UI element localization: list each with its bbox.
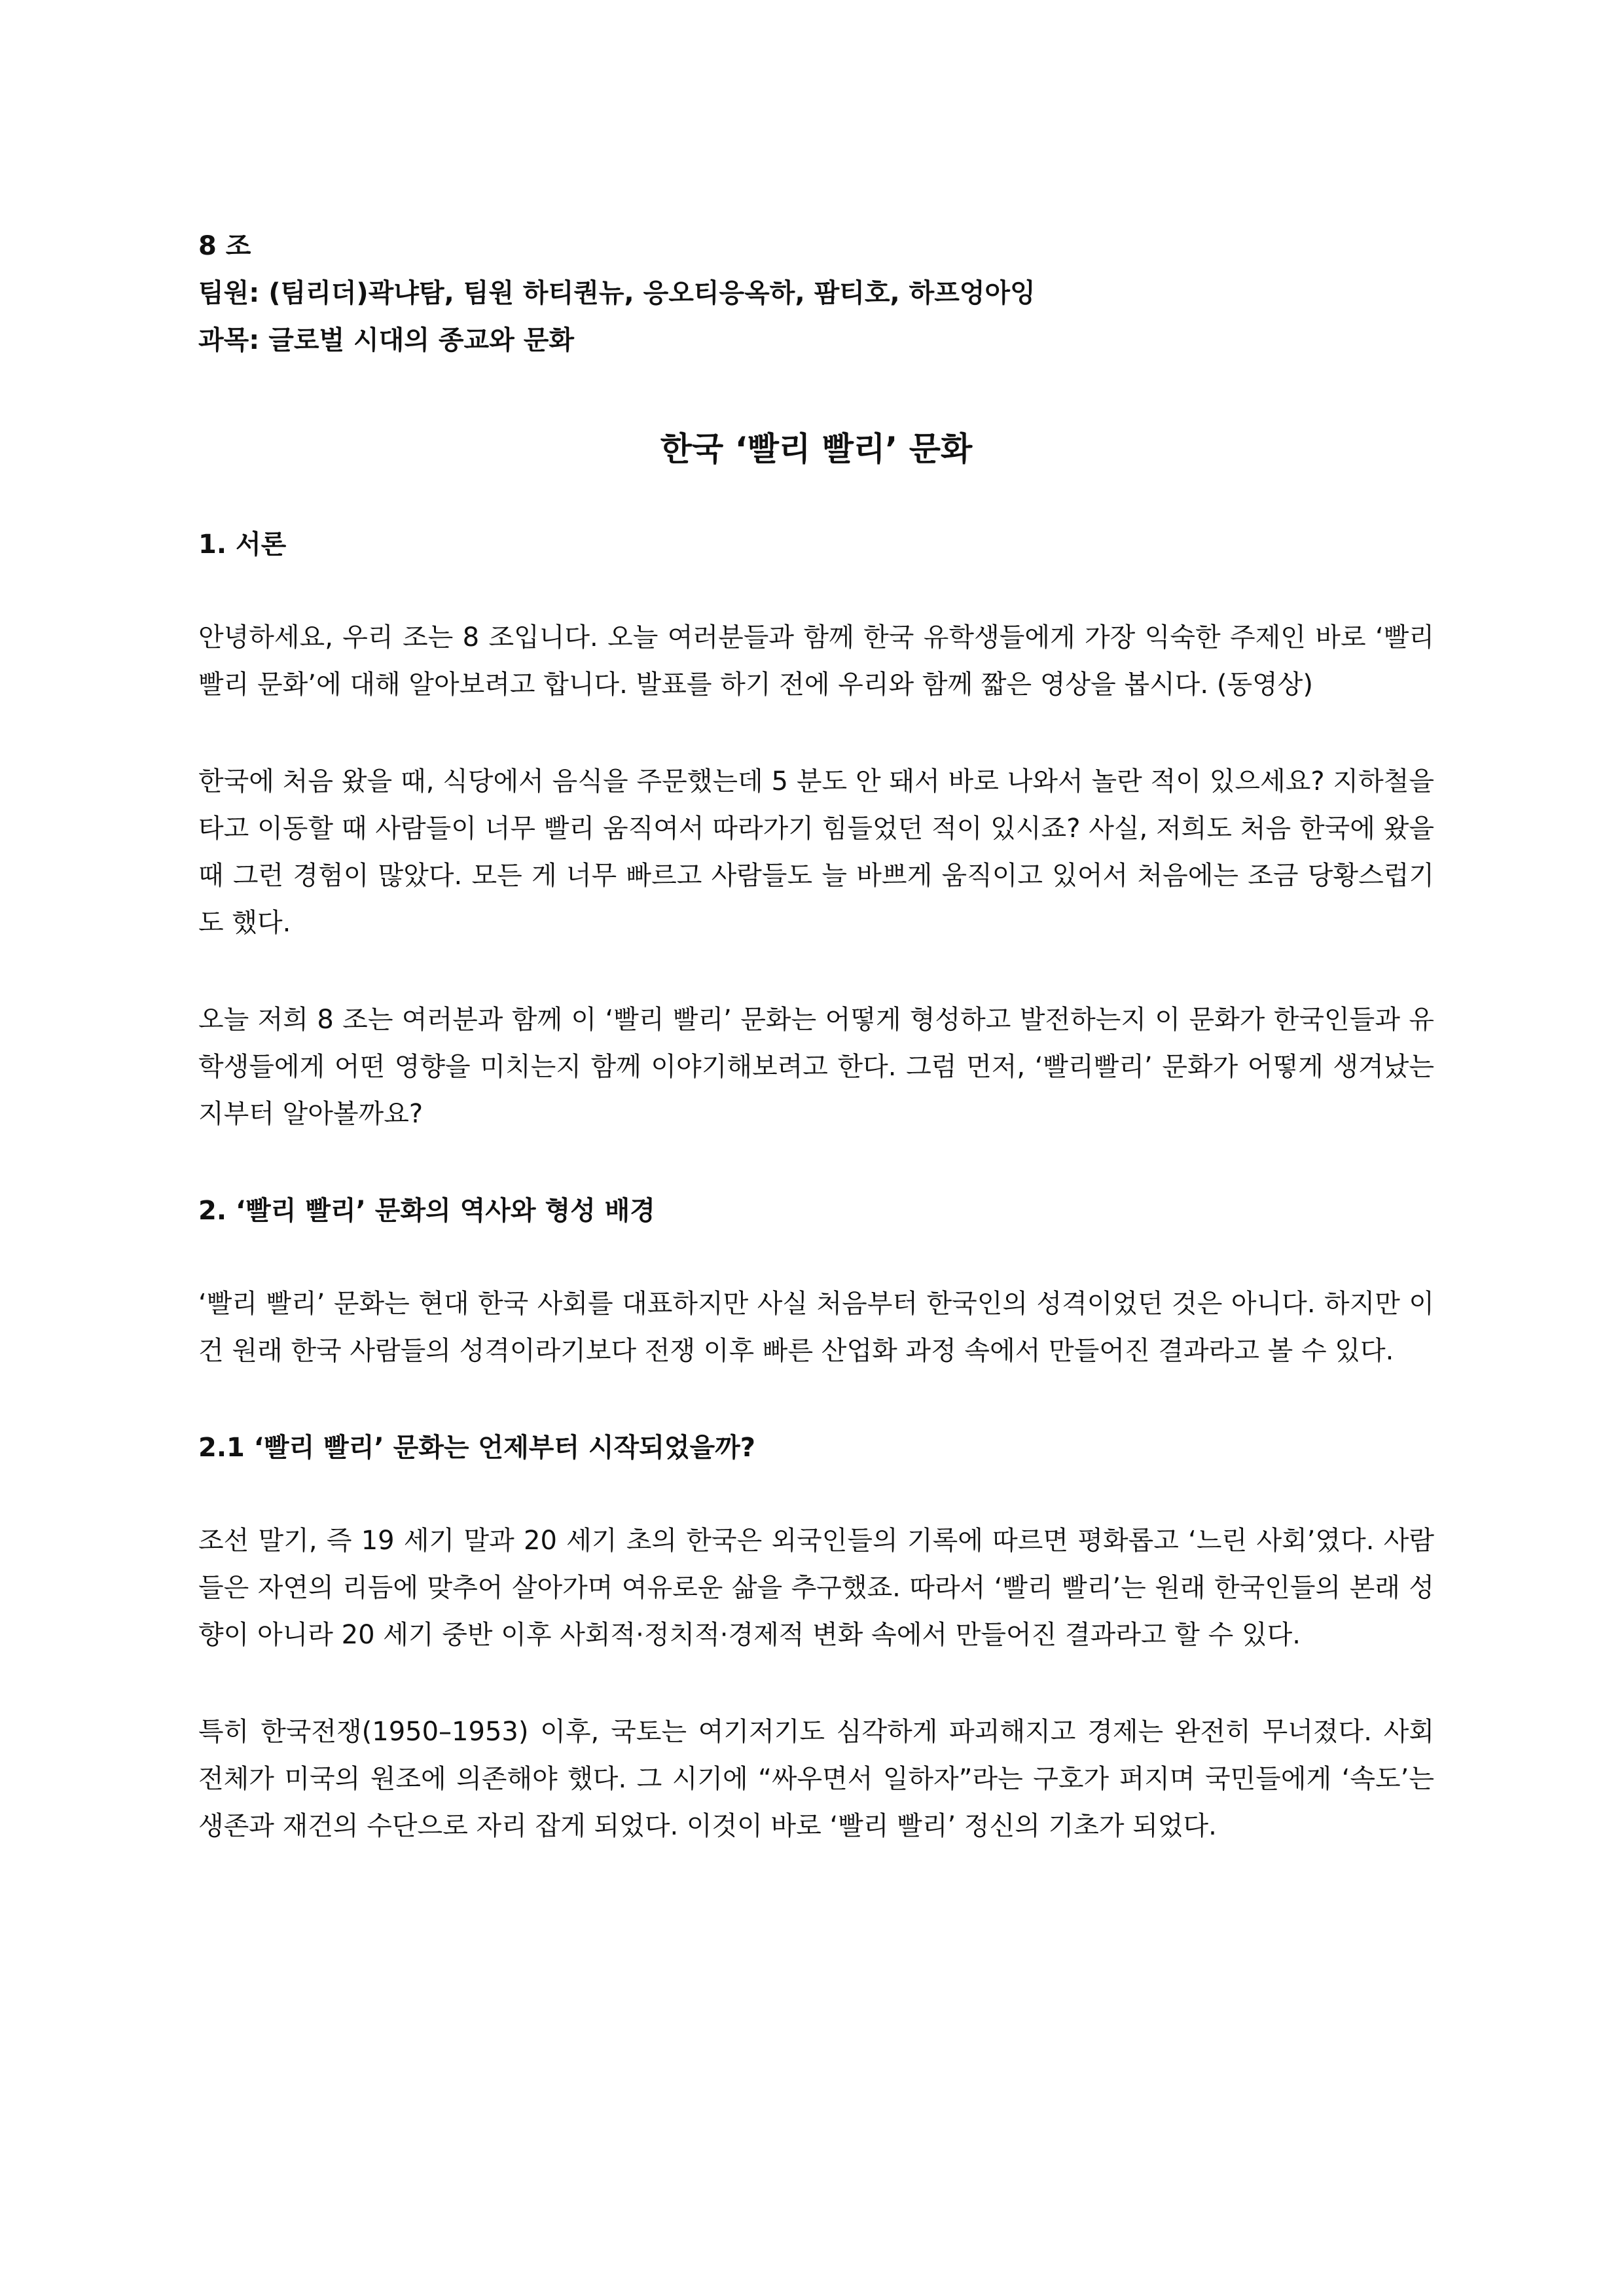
intro-paragraph-3: 오늘 저희 8 조는 여러분과 함께 이 ‘빨리 빨리’ 문화는 어떻게 형성하고 발전하는지 이 문화가 한국인들과 유학생들에게 어떤 영향을 미치는지 함께 이야기해보려고 한다. 그럼 먼저, ‘빨리빨리’ 문화가 어떻게 생겨났는지부터 알아볼까요?: [198, 1005, 1434, 1129]
team-members: 팀원: (팀리더)곽냐탐, 팀원 하티퀀뉴, 응오티응옥하, 팜티호, 하프엉아잉: [198, 278, 1036, 308]
section-heading-history: 2. ‘빨리 빨리’ 문화의 역사와 형성 배경: [198, 1196, 655, 1226]
document-page: [198, 223, 1434, 1850]
origin-paragraph-2: 특히 한국전쟁(1950–1953) 이후, 국토는 여기저기도 심각하게 파괴해지고 경제는 완전히 무너졌다. 사회 전체가 미국의 원조에 의존해야 했다. 그 시기에 “싸우면서 일하자”라는 구호가 퍼지며 국민들에게 ‘속도’는 생존과 재건의 수단으로 자리 잡게 되었다. 이것이 바로 ‘빨리 빨리’ 정신의 기초가 되었다.: [198, 1717, 1434, 1841]
intro-paragraph-2: 한국에 처음 왔을 때, 식당에서 음식을 주문했는데 5 분도 안 돼서 바로 나와서 놀란 적이 있으세요? 지하철을 타고 이동할 때 사람들이 너무 빨리 움직여서 따라가기 힘들었던 적이 있시죠? 사실, 저희도 처음 한국에 왔을 때 그런 경험이 많았다. 모든 게 너무 빠르고 사람들도 늘 바쁘게 움직이고 있어서 처음에는 조금 당황스럽기도 했다.: [198, 766, 1434, 938]
origin-paragraph-1: 조선 말기, 즉 19 세기 말과 20 세기 초의 한국은 외국인들의 기록에 따르면 평화롭고 ‘느린 사회’였다. 사람들은 자연의 리듬에 맞추어 살아가며 여유로운 삶을 추구했죠. 따라서 ‘빨리 빨리’는 원래 한국인들의 본래 성향이 아니라 20 세기 중반 이후 사회적·정치적·경제적 변화 속에서 만들어진 결과라고 할 수 있다.: [198, 1526, 1434, 1650]
intro-paragraph-1: 안녕하세요, 우리 조는 8 조입니다. 오늘 여러분들과 함께 한국 유학생들에게 가장 익숙한 주제인 바로 ‘빨리빨리 문화’에 대해 알아보려고 합니다. 발표를 하기 전에 우리와 함께 짧은 영상을 봅시다. (동영상): [198, 622, 1434, 700]
history-paragraph-1: ‘빨리 빨리’ 문화는 현대 한국 사회를 대표하지만 사실 처음부터 한국인의 성격이었던 것은 아니다. 하지만 이건 원래 한국 사람들의 성격이라기보다 전쟁 이후 빠른 산업화 과정 속에서 만들어진 결과라고 볼 수 있다.: [198, 1289, 1434, 1366]
document-title: 한국 ‘빨리 빨리’ 문화: [660, 430, 973, 468]
section-heading-intro: 1. 서론: [198, 529, 287, 560]
course-name: 과목: 글로벌 시대의 종교와 문화: [198, 325, 575, 355]
group-number: 8 조: [198, 231, 251, 261]
section-heading-origin: 2.1 ‘빨리 빨리’ 문화는 언제부터 시작되었을까?: [198, 1433, 755, 1463]
